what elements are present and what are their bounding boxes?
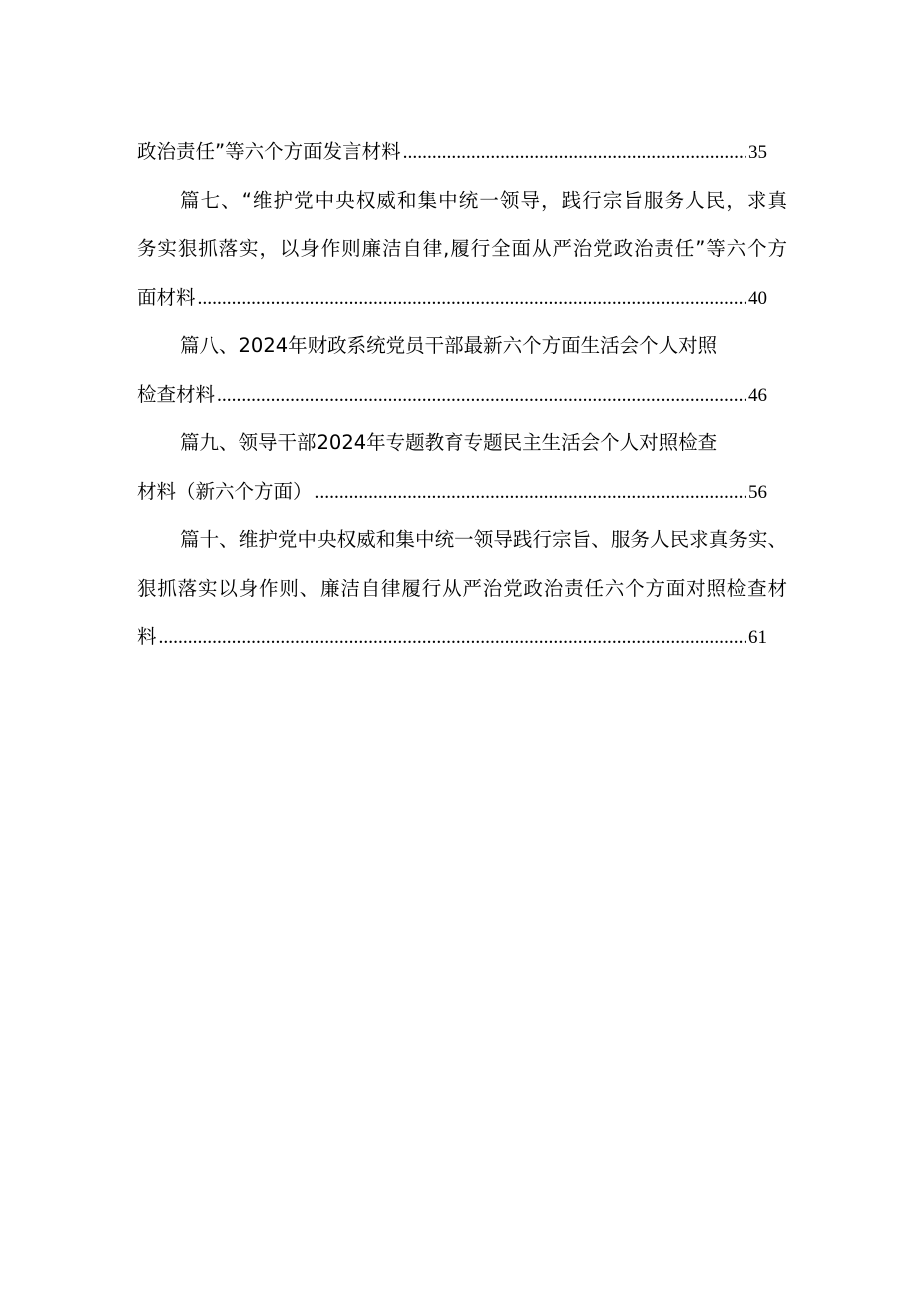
toc-page [137, 128, 787, 662]
toc-entry-line: 篇十、维护党中央权威和集中统一领导践行宗旨、服务人民求真务实、 [180, 528, 787, 551]
toc-leader-dots [217, 372, 746, 420]
toc-entry-8[interactable] [137, 322, 787, 419]
toc-page-number: 46 [748, 384, 767, 406]
toc-leader-dots [159, 614, 746, 662]
toc-entry-text: 材料（新六个方面） [137, 479, 313, 503]
toc-page-number: 56 [748, 481, 767, 503]
toc-entry-text: 面材料 [137, 285, 196, 309]
toc-entry-7[interactable] [137, 177, 787, 323]
toc-entry-continued[interactable] [137, 128, 787, 177]
toc-entry-last-line [137, 371, 787, 420]
toc-page-number: 61 [748, 627, 767, 648]
toc-entry-text: 料 [137, 625, 157, 648]
toc-page-number: 40 [748, 287, 767, 309]
toc-entry-last-line [137, 274, 787, 323]
toc-entry-line: 篇七、“维护党中央权威和集中统一领导，践行宗旨服务人民，求真 [180, 188, 787, 212]
toc-entry-line: 篇九、领导干部2024年专题教育专题民主生活会个人对照检查 [180, 431, 718, 454]
toc-leader-dots [403, 129, 746, 177]
toc-entry-line: 篇八、2024年财政系统党员干部最新六个方面生活会个人对照 [180, 334, 718, 357]
toc-page-number: 35 [748, 142, 767, 163]
toc-entry-last-line [137, 128, 787, 177]
toc-entry-last-line [137, 613, 787, 662]
toc-entry-last-line [137, 468, 787, 517]
toc-entry-10[interactable] [137, 516, 787, 662]
toc-leader-dots [198, 275, 746, 323]
toc-entry-9[interactable] [137, 419, 787, 516]
toc-entry-line: 务实狠抓落实，以身作则廉洁自律,履行全面从严治党政治责任”等六个方 [137, 237, 787, 260]
toc-entry-text: 政治责任”等六个方面发言材料 [137, 140, 401, 163]
toc-leader-dots [315, 469, 746, 517]
toc-entry-line: 狠抓落实以身作则、廉洁自律履行从严治党政治责任六个方面对照检查材 [137, 576, 787, 600]
toc-entry-text: 检查材料 [137, 382, 216, 406]
